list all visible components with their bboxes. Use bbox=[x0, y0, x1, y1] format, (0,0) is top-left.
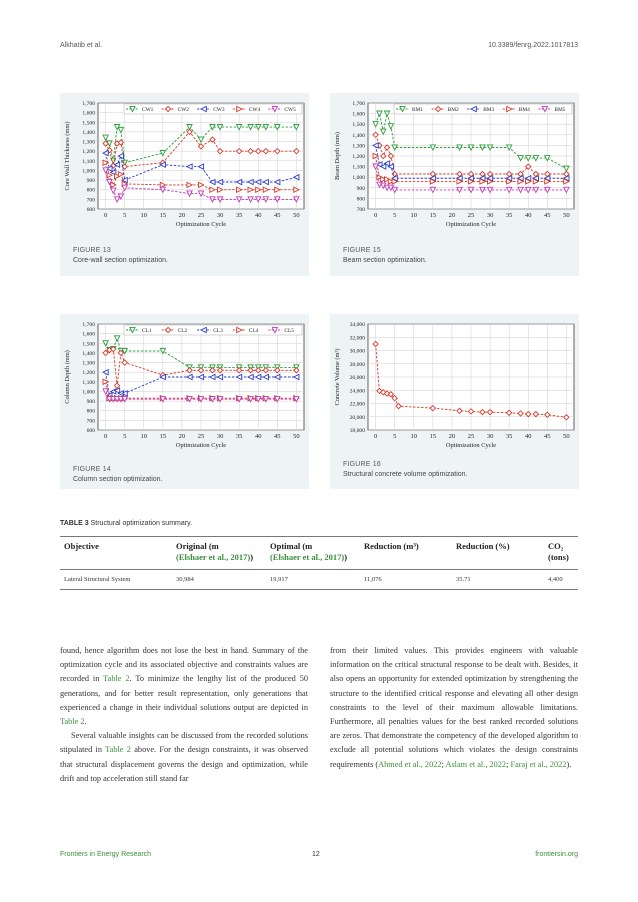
figure-13-caption bbox=[73, 246, 168, 266]
legend-label: CW3 bbox=[213, 107, 225, 113]
table-label: TABLE 3 bbox=[60, 520, 89, 527]
table-2-link[interactable]: Table 2 bbox=[60, 717, 85, 727]
text: found, hence algorithm does not lose the best in hand. Summary of the optimization cycle and its associated objective and constraints values are recorded in bbox=[60, 646, 308, 684]
legend-label: BM4 bbox=[518, 107, 530, 113]
y-tick-label: 32,000 bbox=[349, 335, 365, 342]
y-tick-label: 1,100 bbox=[82, 379, 95, 386]
x-tick-label: 10 bbox=[410, 433, 418, 440]
cell-reduction-m3: 11,076 bbox=[360, 570, 452, 590]
col-optimal bbox=[266, 537, 360, 570]
legend-label: CL4 bbox=[248, 328, 259, 334]
y-tick-label: 1,000 bbox=[82, 168, 95, 175]
x-tick-label: 5 bbox=[123, 212, 127, 219]
text: Several valuable insights can be discussed from the recorded solutions stipulated in bbox=[60, 731, 308, 755]
cell-optimal: 19,917 bbox=[266, 570, 360, 590]
x-tick-label: 35 bbox=[505, 433, 513, 440]
x-tick-label: 40 bbox=[524, 433, 532, 440]
y-tick-label: 1,400 bbox=[352, 132, 365, 139]
legend-label: BM1 bbox=[412, 107, 424, 113]
y-tick-label: 28,000 bbox=[349, 361, 365, 368]
col-objective: Objective bbox=[60, 537, 172, 570]
y-tick-label: 1,500 bbox=[82, 120, 95, 127]
y-tick-label: 900 bbox=[356, 185, 365, 192]
footer-journal: Frontiers in Energy Research bbox=[60, 851, 152, 858]
x-tick-label: 5 bbox=[123, 433, 127, 440]
text: . To minimize the lengthy list of the produced 50 generations, and for better result representation, only generations that experienced a change in their individual solutions output are depicted in bbox=[60, 674, 309, 712]
footer-site: frontiersin.org bbox=[535, 851, 578, 858]
x-axis-label: Optimization Cycle bbox=[445, 221, 497, 228]
x-tick-label: 30 bbox=[216, 433, 224, 440]
core-wall-chart bbox=[60, 93, 309, 243]
y-tick-label: 1,700 bbox=[82, 101, 95, 107]
x-tick-label: 10 bbox=[140, 212, 148, 219]
figure-caption-text: Column section optimization. bbox=[73, 476, 163, 483]
x-tick-label: 40 bbox=[254, 433, 262, 440]
x-tick-label: 5 bbox=[393, 212, 397, 219]
legend-label: BM3 bbox=[483, 107, 495, 113]
y-tick-label: 1,300 bbox=[82, 360, 95, 367]
col-optimal-close: ) bbox=[344, 552, 348, 562]
y-axis-label: Beam Depth (mm) bbox=[334, 132, 341, 180]
figure-caption-text: Core-wall section optimization. bbox=[73, 257, 168, 264]
legend-label: BM5 bbox=[554, 107, 566, 113]
x-tick-label: 45 bbox=[544, 212, 551, 219]
x-tick-label: 10 bbox=[140, 433, 148, 440]
x-tick-label: 35 bbox=[235, 212, 243, 219]
x-tick-label: 20 bbox=[448, 212, 456, 219]
y-tick-label: 800 bbox=[86, 408, 95, 415]
x-tick-label: 0 bbox=[104, 433, 108, 440]
legend bbox=[394, 104, 572, 114]
y-tick-label: 1,100 bbox=[82, 158, 95, 165]
y-tick-label: 1,700 bbox=[352, 101, 365, 107]
x-tick-label: 30 bbox=[486, 433, 494, 440]
y-tick-label: 1,600 bbox=[82, 110, 95, 117]
y-tick-label: 1,700 bbox=[82, 322, 95, 328]
elshaer-ref-link[interactable]: (Elshaer et al., 2017) bbox=[176, 552, 251, 562]
y-tick-label: 20,000 bbox=[349, 414, 365, 421]
y-tick-label: 800 bbox=[356, 196, 365, 203]
y-tick-label: 1,300 bbox=[352, 143, 365, 150]
table-header-row bbox=[60, 537, 578, 570]
y-tick-label: 24,000 bbox=[349, 388, 365, 395]
paragraph bbox=[60, 644, 308, 729]
beam-chart bbox=[330, 93, 579, 243]
x-tick-label: 15 bbox=[159, 212, 167, 219]
y-tick-label: 900 bbox=[86, 178, 95, 185]
table-2-link[interactable]: Table 2 bbox=[105, 745, 131, 755]
y-tick-label: 1,200 bbox=[82, 370, 95, 377]
y-axis-label: Concrete Volume (m³) bbox=[334, 348, 341, 406]
y-tick-label: 18,000 bbox=[349, 428, 365, 434]
figure-16-caption bbox=[343, 460, 468, 480]
figure-label: FIGURE 15 bbox=[343, 247, 381, 254]
faraj-ref-link[interactable]: Faraj et al., 2022 bbox=[510, 759, 567, 769]
x-tick-label: 5 bbox=[393, 433, 397, 440]
y-tick-label: 1,200 bbox=[82, 149, 95, 156]
body-right-column bbox=[330, 644, 578, 772]
aslam-ref-link[interactable]: Aslam et al., 2022 bbox=[445, 759, 507, 769]
figure-caption-text: Structural concrete volume optimization. bbox=[343, 471, 468, 478]
col-co2: CO₂ (tons) bbox=[544, 537, 578, 570]
legend-label: CL3 bbox=[213, 328, 223, 334]
figure-14-panel bbox=[60, 314, 309, 489]
y-tick-label: 1,300 bbox=[82, 139, 95, 146]
x-tick-label: 25 bbox=[467, 433, 475, 440]
figure-label: FIGURE 16 bbox=[343, 461, 381, 468]
figure-label: FIGURE 14 bbox=[73, 466, 111, 473]
x-tick-label: 0 bbox=[104, 212, 108, 219]
legend-label: CW5 bbox=[284, 107, 296, 113]
paragraph bbox=[60, 729, 308, 786]
y-tick-label: 22,000 bbox=[349, 401, 365, 408]
table-row bbox=[60, 570, 578, 590]
y-tick-label: 600 bbox=[86, 428, 95, 434]
x-tick-label: 30 bbox=[216, 212, 224, 219]
x-tick-label: 50 bbox=[293, 212, 300, 219]
x-tick-label: 25 bbox=[197, 433, 205, 440]
x-tick-label: 45 bbox=[274, 212, 281, 219]
legend bbox=[124, 104, 302, 114]
y-tick-label: 34,000 bbox=[349, 322, 365, 328]
legend-label: BM2 bbox=[447, 107, 459, 113]
text: above. For the design constraints, it was observed that structural displacement governs the design and optimization, while drift and top acceleration still stand far bbox=[60, 745, 309, 783]
y-axis-label: Core Wall Thickness (mm) bbox=[64, 121, 71, 191]
legend-label: CL5 bbox=[284, 328, 294, 334]
legend-label: CL2 bbox=[177, 328, 188, 334]
cell-objective: Lateral Structural System bbox=[60, 570, 172, 590]
y-tick-label: 1,100 bbox=[352, 164, 365, 171]
col-reduction-pct: Reduction (%) bbox=[452, 537, 544, 570]
y-tick-label: 700 bbox=[356, 207, 365, 213]
ahmed-ref-link[interactable]: Ahmed et al., 2022 bbox=[378, 759, 442, 769]
x-tick-label: 15 bbox=[429, 212, 437, 219]
legend-label: CW2 bbox=[177, 107, 189, 113]
y-tick-label: 700 bbox=[86, 197, 95, 204]
y-tick-label: 1,000 bbox=[82, 389, 95, 396]
x-tick-label: 20 bbox=[178, 433, 186, 440]
text: ; bbox=[506, 759, 511, 769]
column-chart bbox=[60, 314, 309, 464]
concrete-volume-chart bbox=[330, 314, 579, 464]
cell-original: 30,984 bbox=[172, 570, 266, 590]
x-tick-label: 0 bbox=[374, 212, 378, 219]
x-tick-label: 30 bbox=[486, 212, 494, 219]
body-left-column bbox=[60, 644, 308, 786]
y-axis-label: Column Depth (mm) bbox=[64, 350, 71, 404]
y-tick-label: 30,000 bbox=[349, 348, 365, 355]
y-tick-label: 800 bbox=[86, 187, 95, 194]
x-tick-label: 35 bbox=[505, 212, 513, 219]
y-tick-label: 1,000 bbox=[352, 175, 365, 182]
y-tick-label: 1,600 bbox=[82, 331, 95, 338]
y-tick-label: 26,000 bbox=[349, 375, 365, 381]
figure-caption-text: Beam section optimization. bbox=[343, 257, 427, 264]
figure-15-caption bbox=[343, 246, 427, 266]
cell-co2: 4,400 bbox=[544, 570, 578, 590]
text: ). bbox=[566, 759, 572, 769]
paragraph bbox=[330, 644, 578, 772]
text: . bbox=[84, 717, 87, 727]
y-tick-label: 1,400 bbox=[82, 129, 95, 136]
col-optimal-text: Optimal (m bbox=[270, 541, 313, 551]
x-tick-label: 40 bbox=[524, 212, 532, 219]
x-tick-label: 45 bbox=[274, 433, 281, 440]
x-tick-label: 50 bbox=[293, 433, 300, 440]
x-tick-label: 15 bbox=[429, 433, 437, 440]
x-tick-label: 50 bbox=[563, 212, 570, 219]
x-tick-label: 25 bbox=[467, 212, 475, 219]
x-tick-label: 10 bbox=[410, 212, 418, 219]
text: ; bbox=[441, 759, 446, 769]
x-tick-label: 45 bbox=[544, 433, 551, 440]
y-tick-label: 900 bbox=[86, 399, 95, 406]
col-original bbox=[172, 537, 266, 570]
col-original-text: Original (m bbox=[176, 541, 219, 551]
table-2-link[interactable]: Table 2 bbox=[103, 674, 130, 684]
y-tick-label: 1,500 bbox=[82, 341, 95, 348]
legend bbox=[124, 325, 302, 335]
x-tick-label: 25 bbox=[197, 212, 205, 219]
y-tick-label: 1,400 bbox=[82, 350, 95, 357]
running-head-authors: Alkhatib et al. bbox=[60, 42, 103, 49]
table-title: Structural optimization summary. bbox=[90, 520, 193, 527]
y-tick-label: 600 bbox=[86, 207, 95, 213]
legend-label: CW4 bbox=[248, 107, 261, 113]
summary-table bbox=[60, 536, 578, 590]
x-tick-label: 35 bbox=[235, 433, 243, 440]
cell-reduction-pct: 35.71 bbox=[452, 570, 544, 590]
x-tick-label: 50 bbox=[563, 433, 570, 440]
col-original-close: ) bbox=[250, 552, 254, 562]
x-tick-label: 20 bbox=[448, 433, 456, 440]
legend-label: CW1 bbox=[142, 107, 154, 113]
text: from their limited values. This provides engineers with valuable information on the critical structural response to be dealt with. Besides, it also opens an opportunity for extended optimization by strengthening the structure to the identified critical response and elevating all other design constraints to the level of their maximum allowable limitations. Furthermore, all penalties values for the best ranked recorded solutions are zeros. That demonstrate the competency of the developed algorithm to exclude all potential solutions which violates the design constraints requirements ( bbox=[330, 646, 578, 769]
y-tick-label: 1,600 bbox=[352, 111, 365, 118]
x-tick-label: 0 bbox=[374, 433, 378, 440]
footer-page-number: 12 bbox=[312, 851, 320, 858]
x-tick-label: 15 bbox=[159, 433, 167, 440]
x-axis-label: Optimization Cycle bbox=[175, 442, 227, 449]
y-tick-label: 700 bbox=[86, 418, 95, 425]
figure-label: FIGURE 13 bbox=[73, 247, 111, 254]
x-axis-label: Optimization Cycle bbox=[175, 221, 227, 228]
x-tick-label: 20 bbox=[178, 212, 186, 219]
running-head-doi: 10.3389/fenrg.2022.1017813 bbox=[488, 42, 578, 49]
legend-label: CL1 bbox=[142, 328, 152, 334]
col-reduction-m3: Reduction (m³) bbox=[360, 537, 452, 570]
y-tick-label: 1,500 bbox=[352, 122, 365, 129]
figure-14-caption bbox=[73, 465, 163, 485]
y-tick-label: 1,200 bbox=[352, 154, 365, 160]
x-tick-label: 40 bbox=[254, 212, 262, 219]
elshaer-ref-link[interactable]: (Elshaer et al., 2017) bbox=[270, 552, 345, 562]
table-caption bbox=[60, 520, 192, 527]
x-axis-label: Optimization Cycle bbox=[445, 442, 497, 449]
